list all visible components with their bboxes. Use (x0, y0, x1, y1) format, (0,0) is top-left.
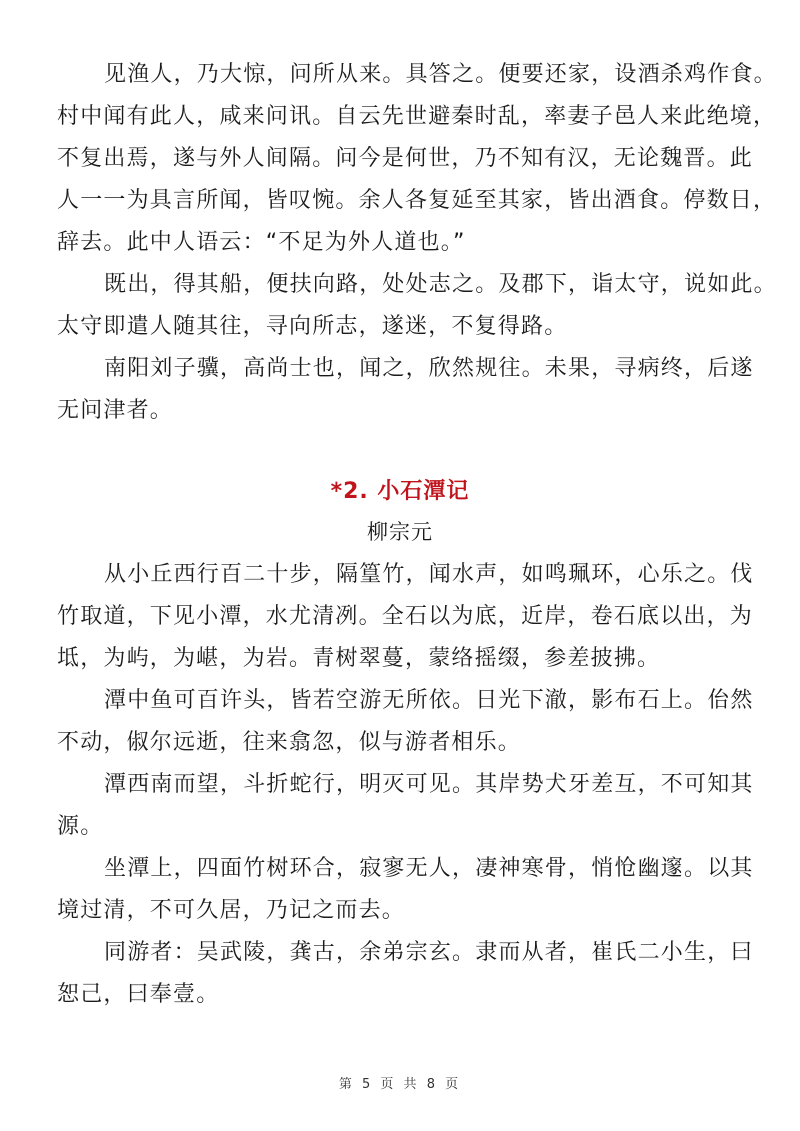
paragraph-line: 潭中鱼可百许头，皆若空游无所依。日光下澈，影布石上。佁然 (104, 688, 754, 713)
paragraph-line: 恕己，曰奉壹。 (57, 982, 220, 1007)
paragraph-line: 辞去。此中人语云：“不足为外人道也。” (57, 230, 466, 255)
page-number: 第 5 页 共 8 页 (338, 1077, 462, 1092)
paragraph-line: 同游者：吴武陵，龚古，余弟宗玄。隶而从者，崔氏二小生，曰 (104, 940, 754, 965)
paragraph-line: 太守即遣人随其往，寻向所志，遂迷，不复得路。 (57, 314, 568, 339)
article-body (57, 554, 754, 1016)
paragraph-line: 坐潭上，四面竹树环合，寂寥无人，凄神寒骨，悄怆幽邃。以其 (104, 856, 754, 881)
passage-continuation (57, 54, 777, 432)
paragraph-line: 村中闻有此人，咸来问讯。自云先世避秦时乱，率妻子邑人来此绝境， (57, 104, 777, 129)
paragraph-line: 不复出焉，遂与外人间隔。问今是何世，乃不知有汉，无论魏晋。此 (57, 146, 754, 171)
paragraph-line: 潭西南而望，斗折蛇行，明灭可见。其岸势犬牙差互，不可知其 (104, 772, 754, 797)
paragraph-line: 源。 (57, 814, 104, 839)
paragraph-line: 竹取道，下见小潭，水尤清冽。全石以为底，近岸，卷石底以出，为 (57, 604, 754, 629)
paragraph-line: 人一一为具言所闻，皆叹惋。余人各复延至其家，皆出酒食。停数日， (57, 188, 777, 213)
paragraph-line: 南阳刘子骥，高尚士也，闻之，欣然规往。未果，寻病终，后遂 (104, 356, 754, 381)
paragraph-line: 境过清，不可久居，乃记之而去。 (57, 898, 406, 923)
paragraph-line: 从小丘西行百二十步，隔篁竹，闻水声，如鸣珮环，心乐之。伐 (104, 562, 754, 587)
article-author: 柳宗元 (367, 520, 433, 544)
paragraph-line: 不动，俶尔远逝，往来翕忽，似与游者相乐。 (57, 730, 522, 755)
paragraph-line: 坻，为屿，为嵁，为岩。青树翠蔓，蒙络摇缀，参差披拂。 (57, 646, 661, 671)
article-title: *2. 小石潭记 (330, 479, 470, 504)
paragraph-line: 无问津者。 (57, 398, 174, 423)
paragraph-line: 见渔人，乃大惊，问所从来。具答之。便要还家，设酒杀鸡作食。 (104, 62, 777, 87)
paragraph-line: 既出，得其船，便扶向路，处处志之。及郡下，诣太守，说如此。 (104, 272, 777, 297)
